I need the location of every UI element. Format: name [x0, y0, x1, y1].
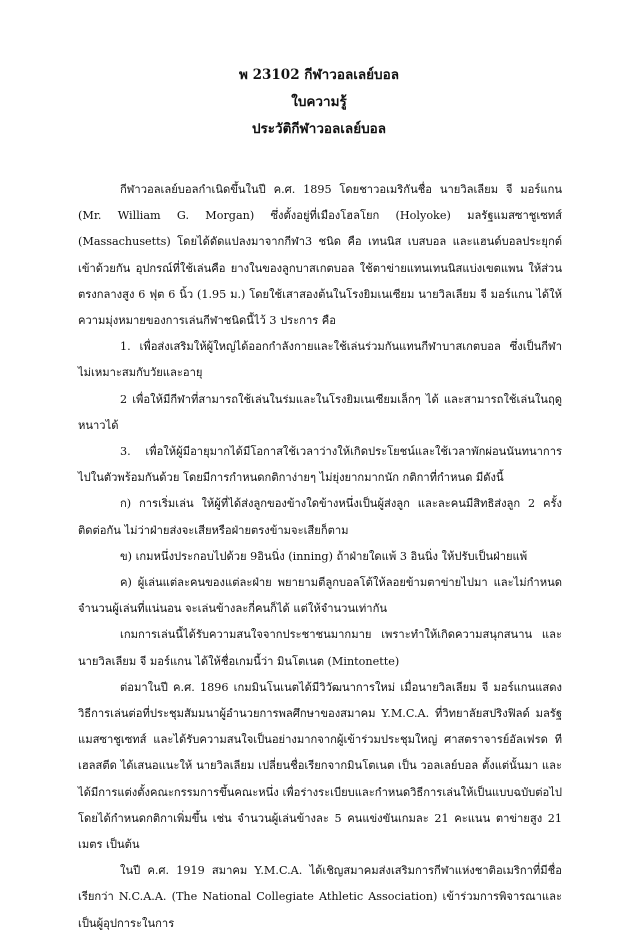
history-1919-paragraph: ในปี ค.ศ. 1919 สมาคม Y.M.C.A. ได้เชิญสมาคมส่งเสริมการกีฬาแห่งชาติอเมริกาที่มีชื่อเรียกว่า N.C.A.A. (The National Collegiate Athletic Association) เข้าร่วมการพิจารณาและเป็นผู้อุปการะในการ [78, 864, 562, 930]
course-title: พ 23102 กีฬาวอลเลย์บอล [239, 67, 399, 83]
rule-item-b: ข) เกมหนึ่งประกอบไปด้วย 9อินนิ่ง (inning) ถ้าฝ่ายใดแพ้ 3 อินนิ่ง ให้ปรับเป็นฝ่ายแพ้ [120, 549, 528, 563]
rule-item-a: ก) การเริ่มเล่น ให้ผู้ที่ได้ส่งลูกของข้างใดข้างหนึ่งเป็นผู้ส่งลูก และละคนมีสิทธิส่งลูก 2 ครั้งติดต่อกัน ไม่ว่าฝ่ายส่งจะเสียหรือฝ่ายตรงข้ามจะเสียก็ตาม [78, 497, 562, 537]
document-header [0, 62, 638, 143]
history-1896-paragraph: ต่อมาในปี ค.ศ. 1896 เกมมินโนเนตได้มีวิวัฒนาการใหม่ เมื่อนายวิลเลียม จี มอร์แกนแสดงวิธีการเล่นต่อที่ประชุมสัมมนาผู้อำนวยการพลศึกษาของสมาคม Y.M.C.A. ที่วิทยาลัยสปริงฟิลด์ มลรัฐแมสซาชูเซทส์ และได้รับความสนใจเป็นอย่างมากจากผู้เข้าร่วมประชุมใหญ่ ศาสตราจารย์อัลเฟรด ทีเฮลสตีด ได้เสนอแนะให้ นายวิลเลียม เปลี่ยนชื่อเรียกจากมินโตเนต เป็น วอลเลย์บอล ตั้งแต่นั้นมา และได้มีการแต่งตั้งคณะกรรมการขึ้นคณะหนึ่ง เพื่อร่างระเบียบและกำหนดวิธีการเล่นให้เป็นแบบฉบับต่อไป โดยได้กำหนดกติกาเพิ่มขึ้น เช่น จำนวนผู้เล่นข้างละ 5 คนแข่งขันเกมละ 21 คะแนน ตาข่ายสูง 21 เมตร เป็นต้น [78, 680, 562, 852]
purpose-item-2: 2 เพื่อให้มีกีฬาที่สามารถใช้เล่นในร่มและในโรงยิมเนเซียมเล็กๆ ได้ และสามารถใช้เล่นในฤดูหนาวได้ [78, 392, 562, 432]
intro-paragraph: กีฬาวอลเลย์บอลกำเนิดขึ้นในปี ค.ศ. 1895 โดยชาวอเมริกันชื่อ นายวิลเลียม จี มอร์แกน (Mr. William G. Morgan) ซึ่งตั้งอยู่ที่เมืองโฮลโยก (Holyoke) มลรัฐแมสซาชูเซทส์ (Massachusetts) โดยได้ดัดแปลงมาจากกีฬา3 ชนิด คือ เทนนิส เบสบอล และแฮนด์บอลประยุกต์เข้าด้วยกัน อุปกรณ์ที่ใช้เล่นคือ ยางในของลูกบาสเกตบอล ใช้ตาข่ายแทนเทนนิสแบ่งเขตแพน ให้ส่วนตรงกลางสูง 6 ฟุต 6 นิ้ว (1.95 ม.) โดยใช้เสาสองต้นในโรงยิมเนเซียม นายวิลเลียม จี มอร์แกน ได้ให้ความมุ่งหมายของการเล่นกีฬาชนิดนี้ไว้ 3 ประการ คือ [78, 183, 562, 328]
topic-title: ประวัติกีฬาวอลเลย์บอล [251, 121, 387, 137]
rule-item-c: ค) ผู้เล่นแต่ละคนของแต่ละฝ่าย พยายามตีลูกบอลโต้ให้ลอยข้ามตาข่ายไปมา และไม่กำหนดจำนวนผู้เล่นที่แน่นอน จะเล่นข้างละกี่คนก็ได้ แต่ให้จำนวนเท่ากัน [78, 576, 562, 616]
document-body [78, 177, 562, 937]
mintonette-paragraph: เกมการเล่นนี้ได้รับความสนใจจากประชาชนมากมาย เพราะทำให้เกิดความสนุกสนาน และนายวิลเลียม จี มอร์แกน ได้ให้ชื่อเกมนี้ว่า มินโตเนต (Mintonette) [78, 628, 562, 668]
section-title: ใบความรู้ [291, 94, 347, 110]
purpose-item-3: 3. เพื่อให้ผู้มีอายุมากได้มีโอกาสใช้เวลาว่างให้เกิดประโยชน์และใช้เวลาพักผ่อนนันทนาการไปในตัวพร้อมกันด้วย โดยมีการกำหนดกติกาง่ายๆ ไม่ยุ่งยากมากนัก กติกาที่กำหนด มีดังนี้ [78, 445, 562, 485]
purpose-item-1: 1. เพื่อส่งเสริมให้ผู้ใหญ่ได้ออกกำลังกายและใช้เล่นร่วมกันแทนกีฬาบาสเกตบอล ซึ่งเป็นกีฬาไม่เหมาะสมกับวัยและอายุ [78, 340, 562, 380]
